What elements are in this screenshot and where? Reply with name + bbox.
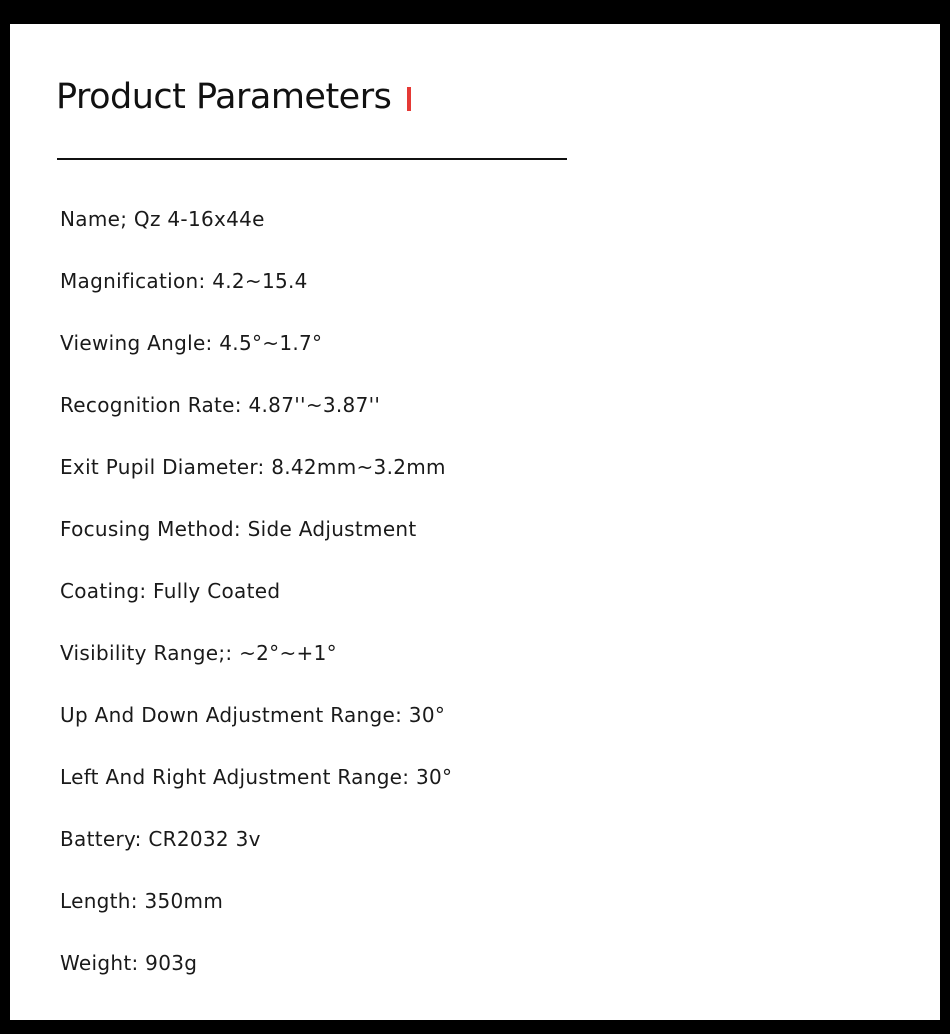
parameter-recognition-rate: Recognition Rate: 4.87''~3.87'' <box>60 393 381 417</box>
page-title: Product Parameters <box>56 77 392 117</box>
parameter-visibility-range: Visibility Range;: ~2°~+1° <box>60 641 337 665</box>
parameter-viewing-angle: Viewing Angle: 4.5°~1.7° <box>60 331 323 355</box>
product-parameters-card <box>10 24 940 1020</box>
parameter-left-right-adjustment: Left And Right Adjustment Range: 30° <box>60 765 453 789</box>
parameter-coating: Coating: Fully Coated <box>60 579 281 603</box>
title-divider <box>57 158 567 160</box>
parameter-battery: Battery: CR2032 3v <box>60 827 261 851</box>
parameter-focusing-method: Focusing Method: Side Adjustment <box>60 517 417 541</box>
parameter-name: Name; Qz 4-16x44e <box>60 207 265 231</box>
parameter-list <box>60 202 452 1008</box>
title-accent-bar <box>407 87 411 111</box>
parameter-length: Length: 350mm <box>60 889 224 913</box>
parameter-weight: Weight: 903g <box>60 951 198 975</box>
title-row <box>56 72 411 122</box>
parameter-magnification: Magnification: 4.2~15.4 <box>60 269 308 293</box>
parameter-up-down-adjustment: Up And Down Adjustment Range: 30° <box>60 703 446 727</box>
parameter-exit-pupil-diameter: Exit Pupil Diameter: 8.42mm~3.2mm <box>60 455 446 479</box>
